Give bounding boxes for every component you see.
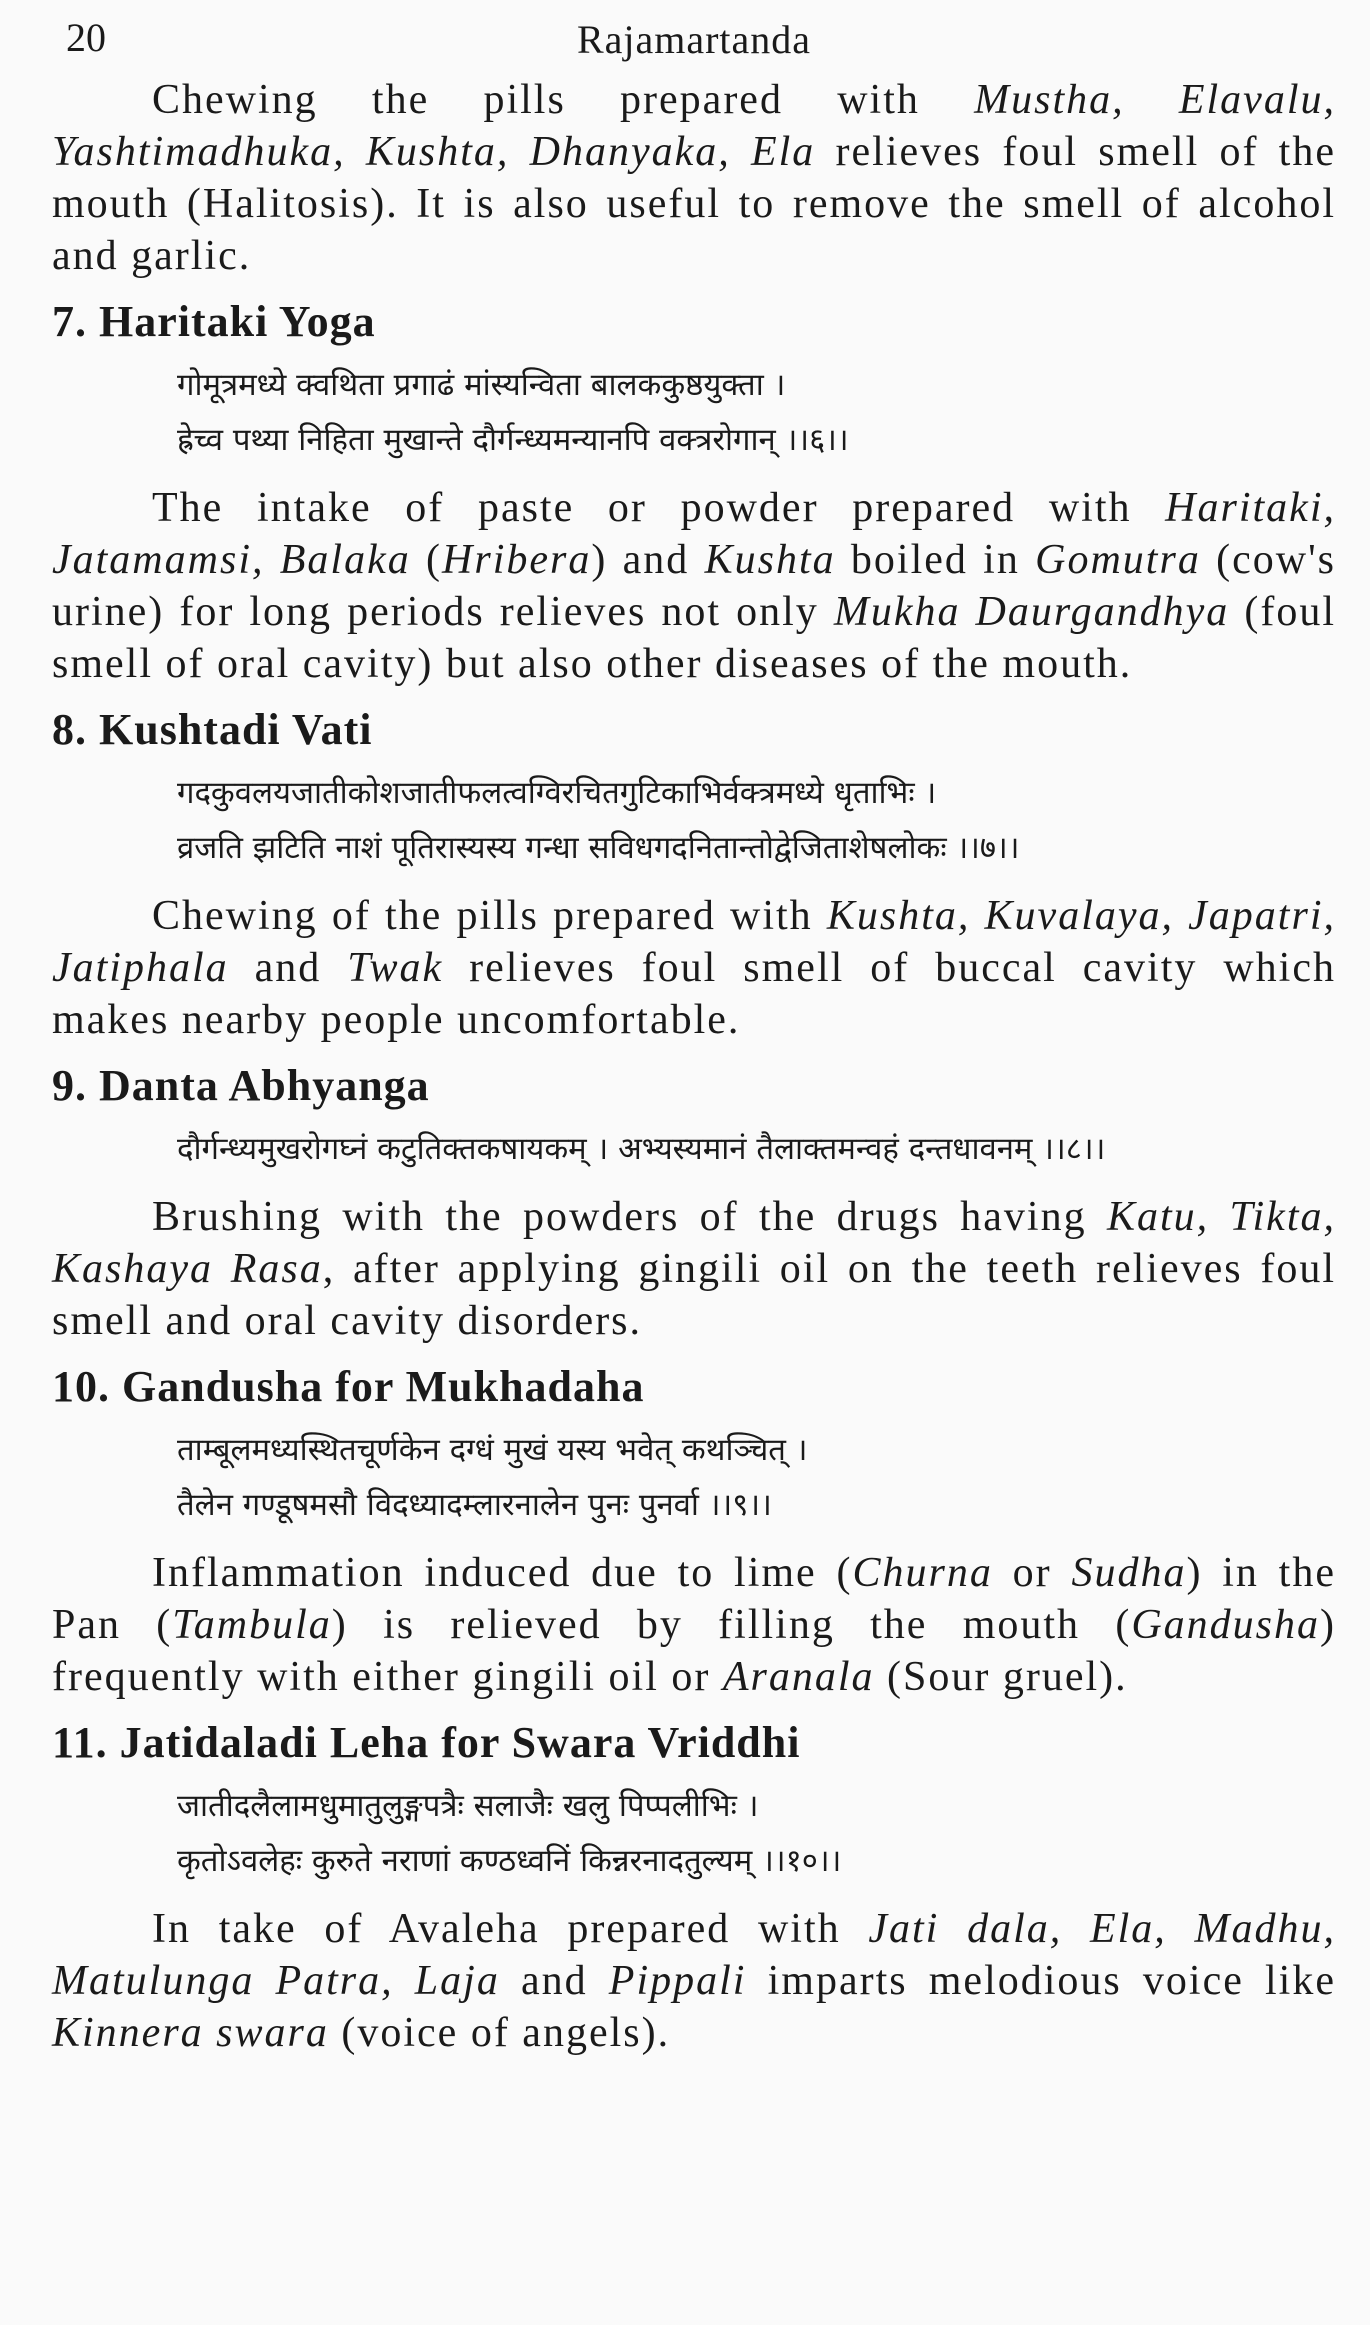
- text-run: Inflammation induced due to lime (: [152, 1550, 853, 1596]
- text-run: and: [499, 1958, 609, 2004]
- section: [52, 292, 1336, 690]
- verse-line: गोमूत्रमध्ये क्वथिता प्रगाढं मांस्यन्विता बालककुष्ठयुक्ता ।: [177, 367, 786, 403]
- italic-term: Sudha: [1071, 1550, 1187, 1596]
- italic-term: Tambula: [172, 1602, 332, 1648]
- verse-line: दौर्गन्ध्यमुखरोगघ्नं कटुतिक्तकषायकम् । अभ्यस्यमानं तैलाक्तमन्वहं दन्तधावनम् ।।८।।: [177, 1131, 1106, 1167]
- verse-line: व्रजति झटिति नाशं पूतिरास्यस्य गन्धा सविधगदनितान्तोद्वेजिताशेषलोकः ।।७।।: [177, 830, 1020, 866]
- page-content: [52, 74, 1336, 2059]
- text-run: , after applying gingili oil on the teeth relieves foul smell and oral cavity disorders.: [52, 1246, 1337, 1344]
- verse-line: ताम्बूलमध्यस्थितचूर्णकेन दग्धं मुखं यस्य भवेत् कथञ्चित् ।: [177, 1432, 808, 1468]
- page-number: 20: [66, 15, 106, 60]
- italic-term: Gomutra: [1035, 537, 1201, 583]
- text-run: (Sour gruel).: [874, 1654, 1128, 1700]
- translation-paragraph: [52, 890, 1336, 1046]
- italic-term: Kinnera swara: [52, 2010, 329, 2056]
- text-run: (foul smell of oral cavity) but also other diseases of the mouth.: [52, 589, 1336, 687]
- sanskrit-verse: [52, 358, 1336, 468]
- page-header: [52, 0, 1336, 74]
- section: [52, 700, 1336, 1046]
- running-title: Rajamartanda: [576, 17, 812, 62]
- text-run: Brushing with the powders of the drugs having: [152, 1194, 1107, 1240]
- text-run: (cow's urine) for long periods relieves not only: [52, 537, 1336, 635]
- section: [52, 74, 1336, 282]
- text-run: imparts melodious voice like: [746, 1958, 1336, 2004]
- sanskrit-verse: [52, 1122, 1336, 1177]
- section: [52, 1357, 1336, 1703]
- italic-term: Churna: [852, 1550, 993, 1596]
- section: [52, 1056, 1336, 1347]
- text-run: Chewing of the pills prepared with: [152, 893, 827, 939]
- translation-paragraph: [52, 1191, 1336, 1347]
- italic-term: Haritaki, Jatamamsi, Balaka: [52, 485, 1336, 583]
- text-run: ) frequently with either gingili oil or: [52, 1602, 1336, 1700]
- italic-term: Pippali: [608, 1958, 747, 2004]
- translation-paragraph: [52, 482, 1336, 690]
- italic-term: Jati dala, Ela, Madhu, Matulunga Patra, Laja: [52, 1906, 1337, 2004]
- sanskrit-verse: [52, 1779, 1336, 1889]
- text-run: relieves foul smell of buccal cavity which makes nearby people uncomfortable.: [52, 945, 1336, 1043]
- verse-line: जातीदलैलामधुमातुलुङ्गपत्रैः सलाजैः खलु पिप्पलीभिः ।: [177, 1788, 759, 1824]
- section-heading: 8. Kushtadi Vati: [52, 705, 373, 754]
- sanskrit-verse: [52, 1423, 1336, 1533]
- text-run: ) and: [591, 537, 705, 583]
- italic-term: Mustha, Elavalu, Yashtimadhuka, Kushta, Dhanyaka, Ela: [52, 77, 1336, 175]
- text-run: boiled in: [835, 537, 1036, 583]
- translation-paragraph: [52, 1547, 1336, 1703]
- verse-line: कृतोऽवलेहः कुरुते नराणां कण्ठध्वनिं किन्नरनादतुल्यम् ।।१०।।: [177, 1843, 842, 1879]
- translation-paragraph: [52, 1903, 1336, 2059]
- section: [52, 1713, 1336, 2059]
- section-heading: 7. Haritaki Yoga: [52, 297, 376, 346]
- text-run: ) is relieved by filling the mouth (: [331, 1602, 1132, 1648]
- text-run: (: [410, 537, 443, 583]
- text-run: and: [228, 945, 348, 991]
- italic-term: Hribera: [442, 537, 592, 583]
- section-heading: 9. Danta Abhyanga: [52, 1061, 430, 1110]
- verse-line: गदकुवलयजातीकोशजातीफलत्वग्विरचितगुटिकाभिर्वक्त्रमध्ये धृताभिः ।: [177, 775, 937, 811]
- text-run: (voice of angels).: [328, 2010, 671, 2056]
- verse-line: ह्रेच्व पथ्या निहिता मुखान्ते दौर्गन्ध्यमन्यानपि वक्त्ररोगान् ।।६।।: [177, 422, 849, 458]
- sanskrit-verse: [52, 766, 1336, 876]
- italic-term: Kushta, Kuvalaya, Japatri, Jatiphala: [52, 893, 1336, 991]
- translation-paragraph: [52, 74, 1336, 282]
- italic-term: Mukha Daurgandhya: [833, 589, 1230, 635]
- italic-term: Katu, Tikta, Kashaya Rasa: [52, 1194, 1336, 1292]
- italic-term: Gandusha: [1131, 1602, 1320, 1648]
- text-run: ) in the Pan (: [52, 1550, 1336, 1648]
- text-run: The intake of paste or powder prepared with: [152, 485, 1166, 531]
- text-run: Chewing the pills prepared with: [152, 77, 975, 123]
- section-heading: 11. Jatidaladi Leha for Swara Vriddhi: [52, 1718, 801, 1767]
- section-heading: 10. Gandusha for Mukhadaha: [52, 1362, 645, 1411]
- italic-term: Kushta: [704, 537, 836, 583]
- text-run: relieves foul smell of the mouth (Halitosis). It is also useful to remove the smell of alcohol and garlic.: [52, 129, 1336, 279]
- text-run: In take of Avaleha prepared with: [152, 1906, 869, 1952]
- verse-line: तैलेन गण्डूषमसौ विदध्यादम्लारनालेन पुनः पुनर्वा ।।९।।: [177, 1487, 772, 1523]
- italic-term: Twak: [347, 945, 444, 991]
- text-run: or: [992, 1550, 1072, 1596]
- italic-term: Aranala: [722, 1654, 875, 1700]
